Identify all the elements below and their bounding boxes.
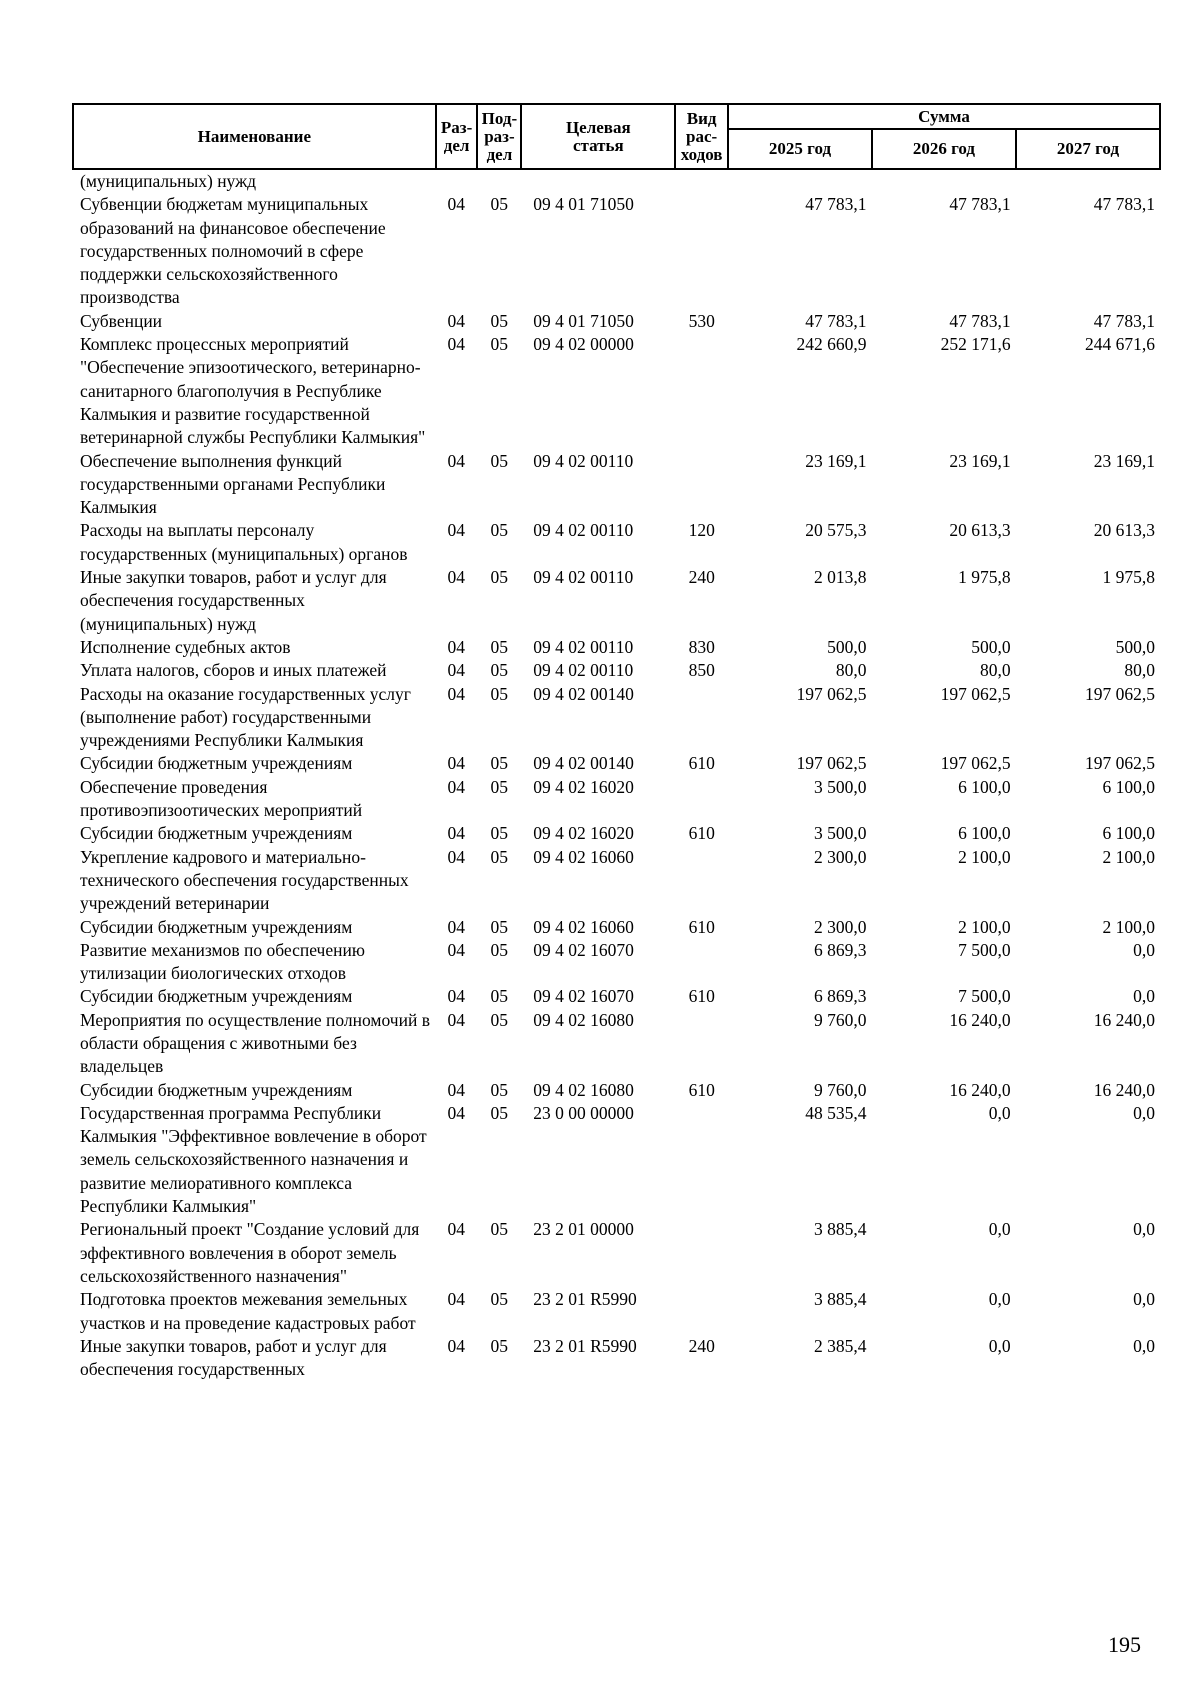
table-row xyxy=(72,193,1161,309)
cell-v2025: 197 062,5 xyxy=(796,753,867,774)
cell-name: Субсидии бюджетным учреждениям xyxy=(80,916,353,937)
cell-v2026: 16 240,0 xyxy=(949,1009,1011,1030)
table-row xyxy=(72,776,1161,823)
cell-vid: 830 xyxy=(688,636,715,657)
table-body xyxy=(72,170,1161,1381)
cell-razdel: 04 xyxy=(447,776,466,797)
cell-target: 09 4 02 00110 xyxy=(533,450,634,471)
cell-vid: 530 xyxy=(688,310,715,331)
cell-vid xyxy=(675,1218,728,1288)
cell-v2026: 80,0 xyxy=(980,660,1011,681)
cell-vid: 850 xyxy=(688,660,715,681)
cell-razdel: 04 xyxy=(447,1289,466,1310)
cell-podrazdel: 05 xyxy=(490,520,508,541)
cell-vid: 240 xyxy=(688,567,715,588)
cell-v2025: 2 385,4 xyxy=(813,1335,867,1356)
cell-target: 09 4 02 16080 xyxy=(533,1079,634,1100)
cell-target: 09 4 02 16060 xyxy=(533,916,634,937)
cell-v2025: 6 869,3 xyxy=(813,986,867,1007)
cell-v2026: 1 975,8 xyxy=(958,567,1011,588)
cell-target: 09 4 02 16080 xyxy=(533,1009,634,1030)
table-row xyxy=(72,170,1161,193)
cell-target: 23 2 01 R5990 xyxy=(533,1289,637,1310)
cell-razdel: 04 xyxy=(447,939,466,960)
cell-target: 09 4 02 00000 xyxy=(533,334,634,355)
table-row xyxy=(72,846,1161,916)
cell-target: 09 4 02 00140 xyxy=(533,683,634,704)
cell-v2027: 6 100,0 xyxy=(1102,823,1155,844)
header-razdel: Раз- дел xyxy=(436,104,478,169)
cell-v2027: 0,0 xyxy=(1133,1102,1155,1123)
cell-podrazdel xyxy=(477,170,521,193)
cell-v2027: 6 100,0 xyxy=(1102,776,1155,797)
cell-razdel: 04 xyxy=(447,823,466,844)
cell-razdel: 04 xyxy=(447,846,466,867)
cell-v2027: 197 062,5 xyxy=(1085,753,1155,774)
cell-v2027: 2 100,0 xyxy=(1102,846,1155,867)
cell-v2027: 47 783,1 xyxy=(1093,194,1155,215)
cell-v2026: 16 240,0 xyxy=(949,1079,1011,1100)
cell-name: Региональный проект "Создание условий для эффективного вовлечения в оборот земель сельскохозяйственного назначения" xyxy=(80,1219,420,1286)
cell-v2026: 7 500,0 xyxy=(958,939,1011,960)
cell-razdel: 04 xyxy=(447,310,466,331)
cell-podrazdel: 05 xyxy=(490,1102,508,1123)
header-2025: 2025 год xyxy=(728,129,872,169)
cell-v2026: 0,0 xyxy=(988,1335,1011,1356)
cell-name: Субсидии бюджетным учреждениям xyxy=(80,986,353,1007)
cell-podrazdel: 05 xyxy=(490,1079,508,1100)
cell-name: Укрепление кадрового и материально-технического обеспечения государственных учреждений ветеринарии xyxy=(80,846,409,914)
cell-razdel: 04 xyxy=(447,753,466,774)
cell-vid xyxy=(675,776,728,823)
cell-vid xyxy=(675,1009,728,1079)
cell-target: 09 4 02 00110 xyxy=(533,520,634,541)
cell-v2025 xyxy=(728,170,872,193)
cell-v2026: 197 062,5 xyxy=(940,753,1011,774)
cell-v2027 xyxy=(1017,170,1161,193)
cell-target: 09 4 02 00110 xyxy=(533,660,634,681)
cell-razdel: 04 xyxy=(447,1219,466,1240)
table-row xyxy=(72,1288,1161,1335)
header-podrazdel: Под- раз- дел xyxy=(477,104,521,169)
cell-v2026: 6 100,0 xyxy=(958,823,1011,844)
cell-target: 09 4 02 00110 xyxy=(533,636,634,657)
table-row xyxy=(72,916,1161,939)
table-row xyxy=(72,939,1161,986)
cell-vid xyxy=(675,939,728,986)
cell-razdel: 04 xyxy=(447,567,466,588)
budget-table-page xyxy=(72,103,1161,1381)
cell-v2025: 47 783,1 xyxy=(805,194,867,215)
cell-podrazdel: 05 xyxy=(490,846,508,867)
table-row xyxy=(72,566,1161,636)
cell-v2027: 16 240,0 xyxy=(1093,1079,1155,1100)
table-row xyxy=(72,752,1161,775)
cell-vid xyxy=(675,450,728,520)
table-row xyxy=(72,1009,1161,1079)
table-row xyxy=(72,519,1161,566)
header-vid: Вид рас- ходов xyxy=(675,104,728,169)
header-sum: Сумма xyxy=(728,104,1160,129)
cell-vid xyxy=(675,170,728,193)
cell-v2025: 2 300,0 xyxy=(813,846,867,867)
cell-name: Субсидии бюджетным учреждениям xyxy=(80,1079,353,1100)
cell-name: Подготовка проектов межевания земельных участков и на проведение кадастровых работ xyxy=(80,1289,416,1333)
header-2027: 2027 год xyxy=(1016,129,1160,169)
cell-v2026: 2 100,0 xyxy=(958,846,1011,867)
cell-v2027: 197 062,5 xyxy=(1085,683,1155,704)
cell-razdel: 04 xyxy=(447,683,466,704)
table-row xyxy=(72,1102,1161,1218)
cell-v2025: 80,0 xyxy=(835,660,867,681)
cell-vid xyxy=(675,193,728,309)
cell-podrazdel: 05 xyxy=(490,823,508,844)
cell-v2027: 500,0 xyxy=(1115,636,1155,657)
cell-razdel: 04 xyxy=(447,1079,466,1100)
cell-vid: 240 xyxy=(688,1335,715,1356)
cell-v2025: 3 885,4 xyxy=(813,1289,867,1310)
cell-v2026: 197 062,5 xyxy=(940,683,1011,704)
cell-razdel: 04 xyxy=(447,1335,466,1356)
cell-podrazdel: 05 xyxy=(490,683,508,704)
cell-v2025: 20 575,3 xyxy=(805,520,867,541)
cell-v2025: 3 500,0 xyxy=(813,823,867,844)
cell-podrazdel: 05 xyxy=(490,636,508,657)
cell-v2026: 47 783,1 xyxy=(949,310,1011,331)
cell-v2025: 2 013,8 xyxy=(813,567,867,588)
cell-podrazdel: 05 xyxy=(490,310,508,331)
cell-podrazdel: 05 xyxy=(490,194,508,215)
cell-name: Уплата налогов, сборов и иных платежей xyxy=(80,660,387,681)
cell-razdel: 04 xyxy=(447,660,466,681)
cell-v2027: 0,0 xyxy=(1133,1335,1155,1356)
cell-target: 09 4 01 71050 xyxy=(533,194,634,215)
cell-razdel: 04 xyxy=(447,1102,466,1123)
cell-name: Иные закупки товаров, работ и услуг для обеспечения государственных (муниципальных) нужд xyxy=(80,567,387,634)
cell-v2027: 80,0 xyxy=(1124,660,1155,681)
cell-v2025: 500,0 xyxy=(827,636,867,657)
cell-podrazdel: 05 xyxy=(490,939,508,960)
cell-target: 23 2 01 00000 xyxy=(533,1219,634,1240)
cell-vid: 120 xyxy=(688,520,715,541)
cell-v2027: 1 975,8 xyxy=(1102,567,1155,588)
cell-v2027: 0,0 xyxy=(1133,939,1155,960)
cell-v2027: 2 100,0 xyxy=(1102,916,1155,937)
cell-target: 09 4 02 16070 xyxy=(533,939,634,960)
cell-name: Субвенции xyxy=(80,310,163,331)
cell-v2027: 0,0 xyxy=(1133,1289,1155,1310)
cell-vid xyxy=(675,1288,728,1335)
cell-razdel: 04 xyxy=(447,1009,466,1030)
cell-podrazdel: 05 xyxy=(490,1009,508,1030)
cell-name: Исполнение судебных актов xyxy=(80,636,291,657)
table-row xyxy=(72,450,1161,520)
cell-podrazdel: 05 xyxy=(490,334,508,355)
cell-name: Государственная программа Республики Калмыкия "Эффективное вовлечение в оборот земель сельскохозяйственного назначения и развитие мелиоративного комплекса Республики Калмыкия" xyxy=(80,1102,427,1217)
cell-vid xyxy=(675,846,728,916)
cell-v2025: 9 760,0 xyxy=(813,1009,867,1030)
cell-name: Обеспечение выполнения функций государственными органами Республики Калмыкия xyxy=(80,450,386,518)
table-row xyxy=(72,985,1161,1008)
cell-v2025: 3 500,0 xyxy=(813,776,867,797)
cell-v2026 xyxy=(872,170,1016,193)
cell-name: Комплекс процессных мероприятий "Обеспечение эпизоотического, ветеринарно-санитарного благополучия в Республике Калмыкия и развитие государственной ветеринарной службы Республики Калмыкия" xyxy=(80,334,426,448)
cell-v2026: 0,0 xyxy=(988,1219,1011,1240)
cell-v2025: 2 300,0 xyxy=(813,916,867,937)
table-row xyxy=(72,822,1161,845)
cell-podrazdel: 05 xyxy=(490,753,508,774)
cell-name: (муниципальных) нужд xyxy=(80,171,257,191)
cell-v2026: 20 613,3 xyxy=(949,520,1011,541)
table-row xyxy=(72,333,1161,449)
cell-target: 09 4 02 16020 xyxy=(533,823,634,844)
cell-v2027: 20 613,3 xyxy=(1093,520,1155,541)
table-header xyxy=(72,103,1161,170)
table-row xyxy=(72,310,1161,333)
header-target: Целевая статья xyxy=(521,104,675,169)
cell-name: Обеспечение проведения противоэпизоотических мероприятий xyxy=(80,776,363,821)
cell-v2026: 252 171,6 xyxy=(940,334,1011,355)
cell-target: 09 4 02 16070 xyxy=(533,986,634,1007)
cell-podrazdel: 05 xyxy=(490,450,508,471)
table-row xyxy=(72,683,1161,753)
cell-target: 09 4 02 00110 xyxy=(533,567,634,588)
cell-target xyxy=(521,170,675,193)
cell-vid: 610 xyxy=(688,753,715,774)
cell-target: 09 4 02 16060 xyxy=(533,846,634,867)
cell-razdel: 04 xyxy=(447,334,466,355)
cell-v2025: 3 885,4 xyxy=(813,1219,867,1240)
table-row xyxy=(72,636,1161,659)
cell-v2027: 244 671,6 xyxy=(1085,334,1155,355)
cell-v2027: 23 169,1 xyxy=(1093,450,1155,471)
cell-vid xyxy=(675,333,728,449)
cell-podrazdel: 05 xyxy=(490,1335,508,1356)
cell-name: Развитие механизмов по обеспечению утилизации биологических отходов xyxy=(80,939,365,984)
cell-podrazdel: 05 xyxy=(490,916,508,937)
cell-v2026: 0,0 xyxy=(988,1289,1011,1310)
cell-name: Субвенции бюджетам муниципальных образований на финансовое обеспечение государственных полномочий в сфере поддержки сельскохозяйственного производства xyxy=(80,194,386,308)
cell-vid: 610 xyxy=(688,823,715,844)
table-row xyxy=(72,1079,1161,1102)
cell-target: 09 4 01 71050 xyxy=(533,310,634,331)
cell-v2027: 47 783,1 xyxy=(1093,310,1155,331)
cell-v2025: 23 169,1 xyxy=(805,450,867,471)
cell-v2025: 48 535,4 xyxy=(805,1102,867,1123)
cell-razdel: 04 xyxy=(447,916,466,937)
cell-vid xyxy=(675,1102,728,1218)
cell-podrazdel: 05 xyxy=(490,776,508,797)
cell-podrazdel: 05 xyxy=(490,660,508,681)
cell-v2026: 7 500,0 xyxy=(958,986,1011,1007)
cell-razdel: 04 xyxy=(447,520,466,541)
cell-podrazdel: 05 xyxy=(490,986,508,1007)
cell-name: Субсидии бюджетным учреждениям xyxy=(80,753,353,774)
cell-razdel: 04 xyxy=(447,636,466,657)
cell-v2026: 47 783,1 xyxy=(949,194,1011,215)
cell-v2027: 0,0 xyxy=(1133,1219,1155,1240)
cell-v2026: 500,0 xyxy=(971,636,1011,657)
cell-v2026: 6 100,0 xyxy=(958,776,1011,797)
cell-name: Субсидии бюджетным учреждениям xyxy=(80,823,353,844)
cell-podrazdel: 05 xyxy=(490,567,508,588)
cell-podrazdel: 05 xyxy=(490,1289,508,1310)
cell-v2025: 242 660,9 xyxy=(796,334,867,355)
header-2026: 2026 год xyxy=(872,129,1016,169)
cell-name: Расходы на выплаты персоналу государственных (муниципальных) органов xyxy=(80,520,408,564)
cell-v2026: 0,0 xyxy=(988,1102,1011,1123)
cell-podrazdel: 05 xyxy=(490,1219,508,1240)
cell-v2025: 6 869,3 xyxy=(813,939,867,960)
cell-razdel: 04 xyxy=(447,450,466,471)
cell-target: 23 2 01 R5990 xyxy=(533,1335,637,1356)
cell-vid: 610 xyxy=(688,916,715,937)
cell-v2025: 197 062,5 xyxy=(796,683,867,704)
cell-v2026: 2 100,0 xyxy=(958,916,1011,937)
table-row xyxy=(72,1335,1161,1382)
cell-v2025: 47 783,1 xyxy=(805,310,867,331)
cell-name: Расходы на оказание государственных услуг (выполнение работ) государственными учреждениями Республики Калмыкия xyxy=(80,683,411,751)
cell-name: Иные закупки товаров, работ и услуг для обеспечения государственных xyxy=(80,1335,387,1380)
cell-target: 23 0 00 00000 xyxy=(533,1102,634,1123)
cell-vid: 610 xyxy=(688,986,715,1007)
cell-razdel xyxy=(435,170,477,193)
cell-v2027: 16 240,0 xyxy=(1093,1009,1155,1030)
cell-target: 09 4 02 00140 xyxy=(533,753,634,774)
table-row xyxy=(72,1218,1161,1288)
table-row xyxy=(72,659,1161,682)
cell-v2026: 23 169,1 xyxy=(949,450,1011,471)
cell-v2025: 9 760,0 xyxy=(813,1079,867,1100)
header-name: Наименование xyxy=(73,104,436,169)
cell-target: 09 4 02 16020 xyxy=(533,776,634,797)
cell-razdel: 04 xyxy=(447,194,466,215)
cell-razdel: 04 xyxy=(447,986,466,1007)
cell-vid xyxy=(675,683,728,753)
cell-v2027: 0,0 xyxy=(1133,986,1155,1007)
page-number: 195 xyxy=(1108,1632,1141,1657)
cell-vid: 610 xyxy=(688,1079,715,1100)
cell-name: Мероприятия по осуществление полномочий в области обращения с животными без владельцев xyxy=(80,1009,430,1077)
